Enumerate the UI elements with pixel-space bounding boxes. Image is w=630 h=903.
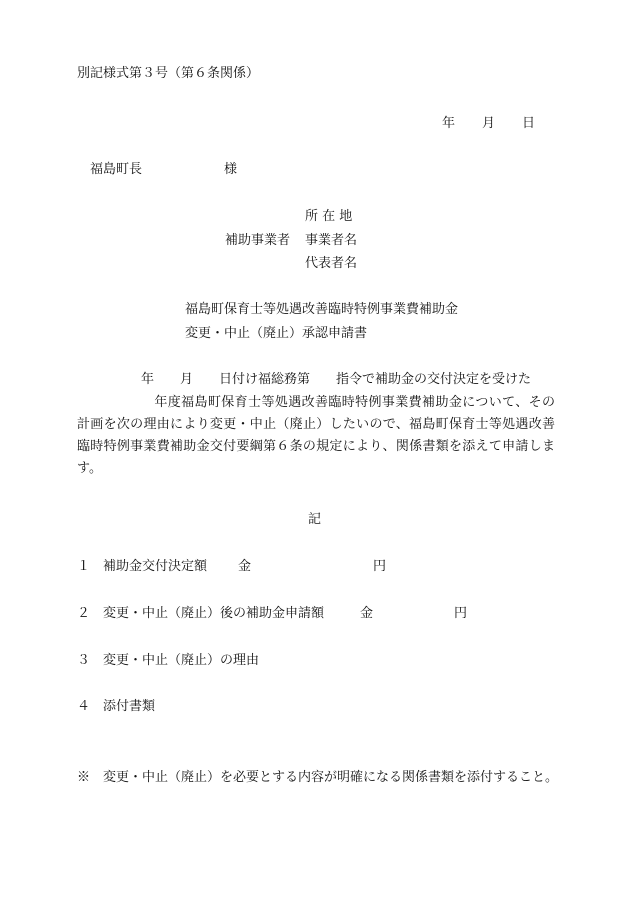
item-1-number: １ <box>77 559 91 574</box>
item-4-number: ４ <box>77 699 91 714</box>
title-line-1: 福島町保育士等処遇改善臨時特例事業費補助金 <box>185 302 459 317</box>
item-3-number: ３ <box>77 653 91 668</box>
item-2-number: ２ <box>77 606 91 621</box>
item-2-kin: 金 <box>360 606 374 621</box>
body-rest: 年度福島町保育士等処遇改善臨時特例事業費補助金について、その計画を次の理由により変更・中止（廃止）したいので、福島町保育士等処遇改善臨時特例事業費補助金交付要綱第６条の規定により、関係書類を添えて申請します。 <box>77 395 555 476</box>
date-month-label: 月 <box>482 116 496 131</box>
body-line-1: 年 月 日付け福総務第 指令で補助金の交付決定を受けた <box>141 372 532 387</box>
item-1-label: 補助金交付決定額 <box>103 559 208 574</box>
date-year-label: 年 <box>442 116 456 131</box>
form-id: 別記様式第３号（第６条関係） <box>77 66 260 81</box>
title-line-2: 変更・中止（廃止）承認申請書 <box>185 326 368 341</box>
representative-label: 代表者名 <box>305 256 358 271</box>
item-3-label: 変更・中止（廃止）の理由 <box>103 653 260 668</box>
addressee-name: 福島町長 <box>90 162 143 177</box>
ki-heading: 記 <box>308 512 322 527</box>
item-4-label: 添付書類 <box>103 699 156 714</box>
item-2-label: 変更・中止（廃止）後の補助金申請額 <box>103 606 325 621</box>
date-day-label: 日 <box>522 116 536 131</box>
address-label: 所 在 地 <box>305 209 353 224</box>
applicant-role-label: 補助事業者 <box>225 233 291 248</box>
addressee-honorific: 様 <box>224 162 238 177</box>
footnote: ※ 変更・中止（廃止）を必要とする内容が明確になる関係書類を添付すること。 <box>77 770 559 785</box>
item-1-kin: 金 <box>238 559 252 574</box>
item-2-yen: 円 <box>454 606 468 621</box>
item-1-yen: 円 <box>373 559 387 574</box>
business-name-label: 事業者名 <box>305 233 358 248</box>
